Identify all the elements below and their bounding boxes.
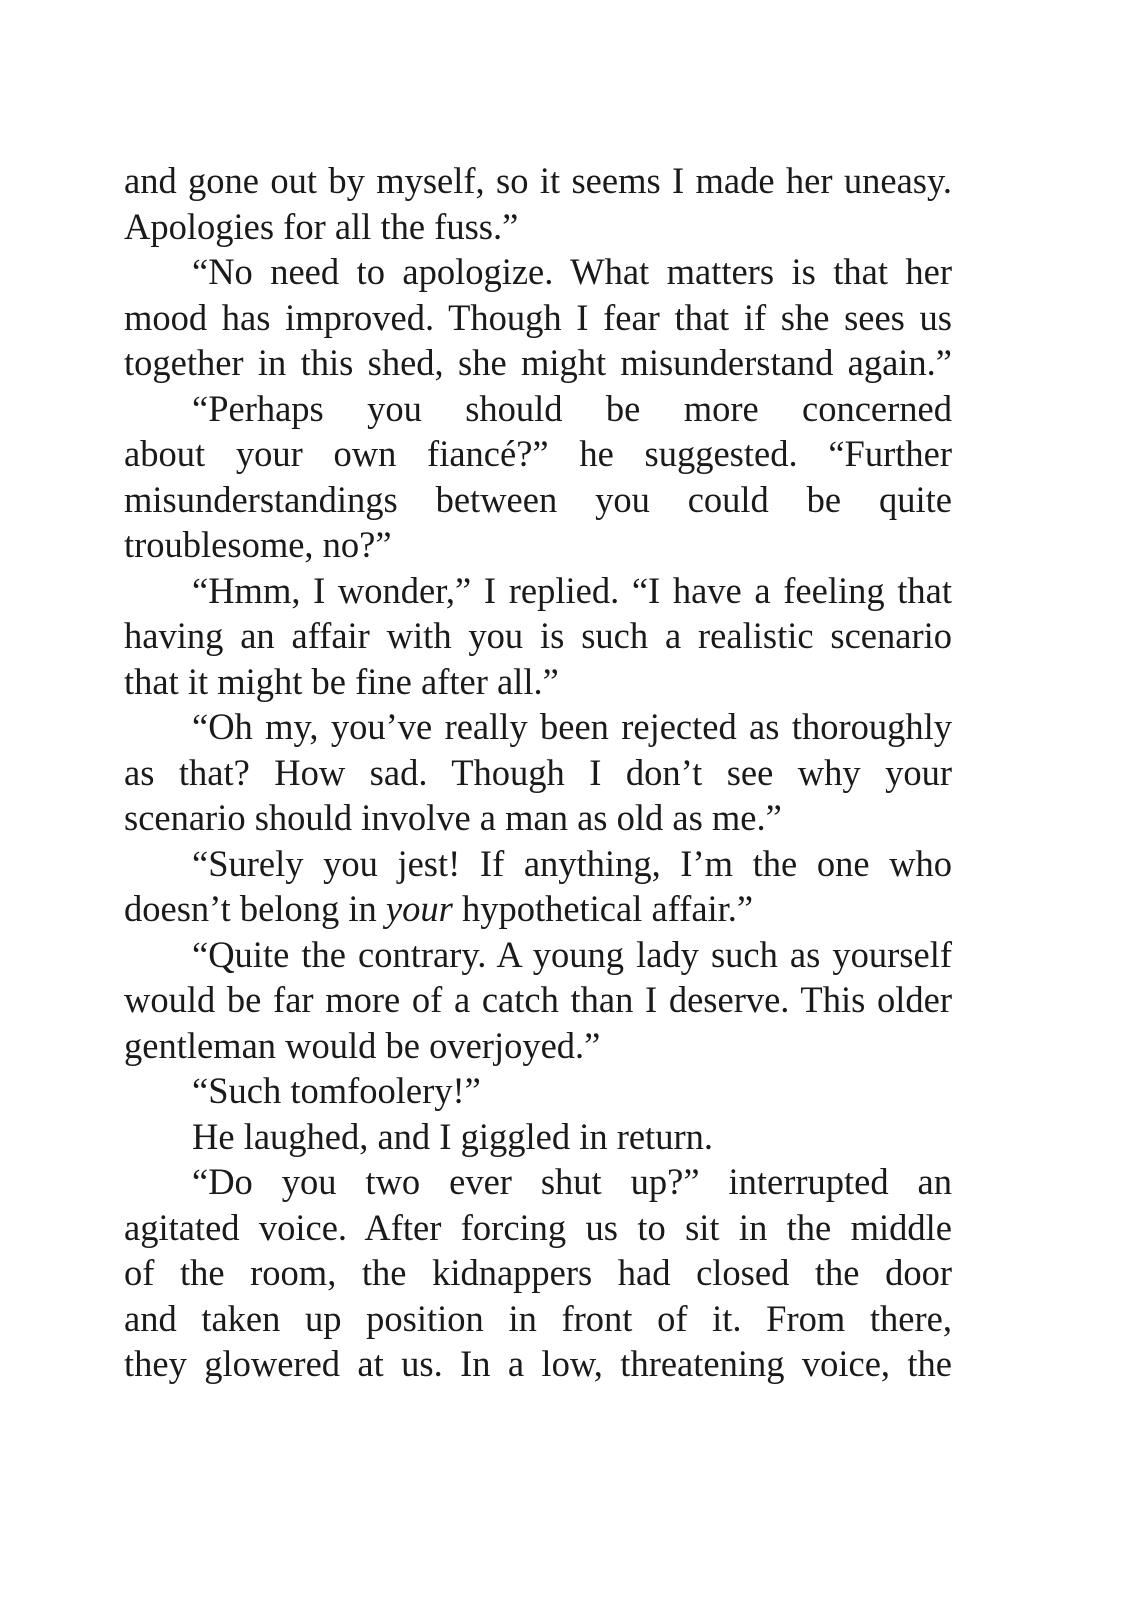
text-line: gentleman would be overjoyed.” [124, 1024, 601, 1066]
text-line: as that? How sad. Though I don’t see why your [124, 751, 952, 793]
text-line: they glowered at us. In a low, threatening voice, the [124, 1343, 952, 1384]
text-line: together in this shed, she might misunderstand again.” [124, 342, 952, 383]
text-line: about your own fiancé?” he suggested. “Further [124, 433, 952, 474]
text-line: would be far more of a catch than I deserve. This older [124, 979, 952, 1020]
text-line: and taken up position in front of it. From there, [124, 1297, 952, 1339]
text-line: and gone out by myself, so it seems I made her uneasy. [124, 160, 952, 201]
text-line: agitated voice. After forcing us to sit in the middle [124, 1206, 952, 1248]
text-line: Apologies for all the fuss.” [124, 205, 519, 247]
text-line: “Surely you jest! If anything, I’m the one who [192, 842, 952, 884]
text-segment: doesn’t belong in [124, 888, 386, 929]
text-line: “Hmm, I wonder,” I replied. “I have a feeling that [192, 569, 952, 611]
text-line: “No need to apologize. What matters is that her [192, 251, 952, 292]
text-segment: hypothetical affair.” [452, 888, 754, 929]
text-line: misunderstandings between you could be quite [124, 478, 952, 520]
text-line: He laughed, and I giggled in return. [192, 1115, 713, 1157]
text-line: mood has improved. Though I fear that if she sees us [124, 296, 952, 338]
text-line: of the room, the kidnappers had closed the door [124, 1252, 952, 1293]
text-line: “Oh my, you’ve really been rejected as thoroughly [192, 706, 952, 747]
text-line: troublesome, no?” [124, 524, 392, 565]
text-line: scenario should involve a man as old as me.” [124, 797, 782, 838]
text-line: “Quite the contrary. A young lady such as yourself [192, 933, 952, 975]
text-line: “Such tomfoolery!” [192, 1070, 481, 1111]
italic-emphasis: your [385, 888, 453, 929]
text-line: “Perhaps you should be more concerned [192, 387, 952, 429]
text-line: having an affair with you is such a realistic scenario [124, 615, 952, 656]
text-line [124, 886, 952, 932]
text-line: “Do you two ever shut up?” interrupted an [192, 1161, 952, 1202]
body-text [124, 158, 952, 1387]
text-line: that it might be fine after all.” [124, 660, 559, 702]
